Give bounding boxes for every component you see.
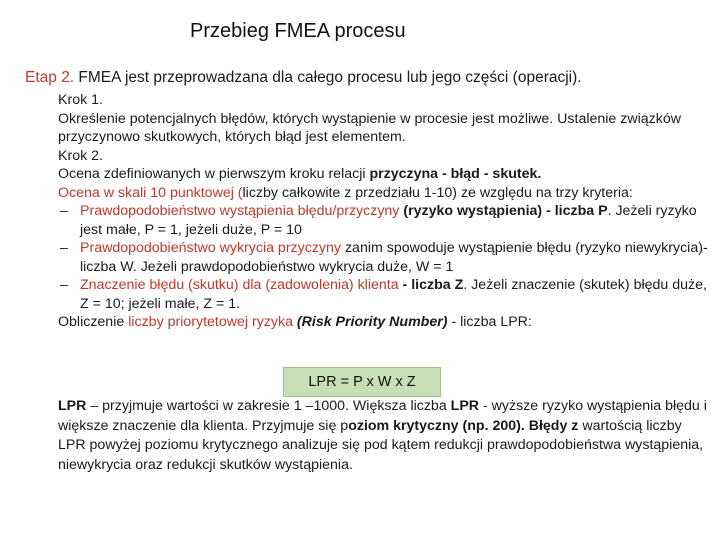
- krok2-scale: [58, 184, 708, 203]
- obliczenie-text-a: Obliczenie: [58, 314, 129, 330]
- page-title: Przebieg FMEA procesu: [190, 20, 406, 42]
- krok1-text: Określenie potencjalnych błędów, których wystąpienie w procesie jest możliwe. Ustalenie związków przyczynowo skutkowych, których błąd jest elementem.: [58, 110, 681, 145]
- lpr-text-c: wartością liczby LPR powyżej poziomu krytycznego analizuje się pod kątem redukcji prawdopodobieństwa wystąpienia, niewykrycia oraz redukcji skutków wystąpienia.: [58, 417, 704, 473]
- krok1-label: Krok 1.: [58, 92, 103, 108]
- etap-text: FMEA jest przeprowadzana dla całego procesu lub jego części (operacji).: [74, 69, 582, 86]
- criterion-item: [58, 239, 708, 276]
- content-body: [58, 91, 708, 332]
- lpr-bold-a: oziom krytyczny (np. 200). Błędy z: [348, 417, 579, 434]
- etap-label: Etap 2.: [25, 69, 75, 86]
- lpr-text-a: – przyjmuje wartości w zakresie 1 –1000. Większa liczba: [86, 398, 451, 414]
- criterion-bold: (ryzyko wystąpienia) - liczba P: [399, 203, 608, 219]
- krok2-scale-red: Ocena w skali 10 punktowej (: [58, 184, 243, 201]
- krok2-text: [58, 165, 708, 184]
- krok2-text-a: Ocena zdefiniowanych w pierwszym kroku relacji: [58, 166, 370, 182]
- krok2-scale-rest: liczby całkowite z przedziału 1-10) ze względu na trzy kryteria:: [242, 184, 633, 201]
- criterion-rest: zanim spowoduje wystąpienie błędu (ryzyko niewykrycia)- liczba W. Jeżeli prawdopodobieństwo wykrycia duże, W = 1: [80, 240, 708, 275]
- criterion-item: [58, 276, 708, 313]
- lpr-label: LPR: [58, 398, 87, 414]
- dash-icon: –: [60, 277, 68, 293]
- lpr-paragraph: [58, 397, 708, 475]
- criterion-red: Znaczenie błędu (skutku) dla (zadowolenia) klienta: [80, 277, 399, 293]
- dash-icon: –: [60, 240, 68, 256]
- lpr-label-2: LPR: [450, 398, 480, 414]
- obliczenie-red: liczby priorytetowej ryzyka: [128, 314, 293, 330]
- obliczenie-text-b: - liczba LPR:: [447, 314, 532, 330]
- lpr-description: [58, 397, 708, 475]
- criterion-red: Prawdopodobieństwo wystąpienia błędu/przyczyny: [80, 203, 400, 219]
- criterion-bold: - liczba Z: [398, 277, 464, 293]
- criterion-red: Prawdopodobieństwo wykrycia przyczyny: [80, 240, 342, 256]
- lpr-formula-box: LPR = P x W x Z: [283, 367, 441, 397]
- criterion-rest: . Jeżeli ryzyko jest małe, P = 1, jeżeli duże, P = 10: [80, 203, 697, 238]
- obliczenie-italic: (Risk Priority Number): [292, 314, 448, 330]
- krok2-label: Krok 2.: [58, 147, 103, 164]
- krok2-text-bold: przyczyna - błąd - skutek.: [369, 166, 542, 182]
- criterion-rest: . Jeżeli znaczenie (skutek) błędu duże, Z = 10; jeżeli małe, Z = 1.: [80, 277, 707, 312]
- etap-heading: [25, 68, 715, 88]
- obliczenie-line: [58, 313, 708, 332]
- lpr-text-b: - wyższe ryzyko wystąpienia błędu i większe znaczenie dla klienta. Przyjmuje się p: [58, 398, 707, 434]
- criterion-item: [58, 202, 708, 239]
- dash-icon: –: [60, 203, 68, 219]
